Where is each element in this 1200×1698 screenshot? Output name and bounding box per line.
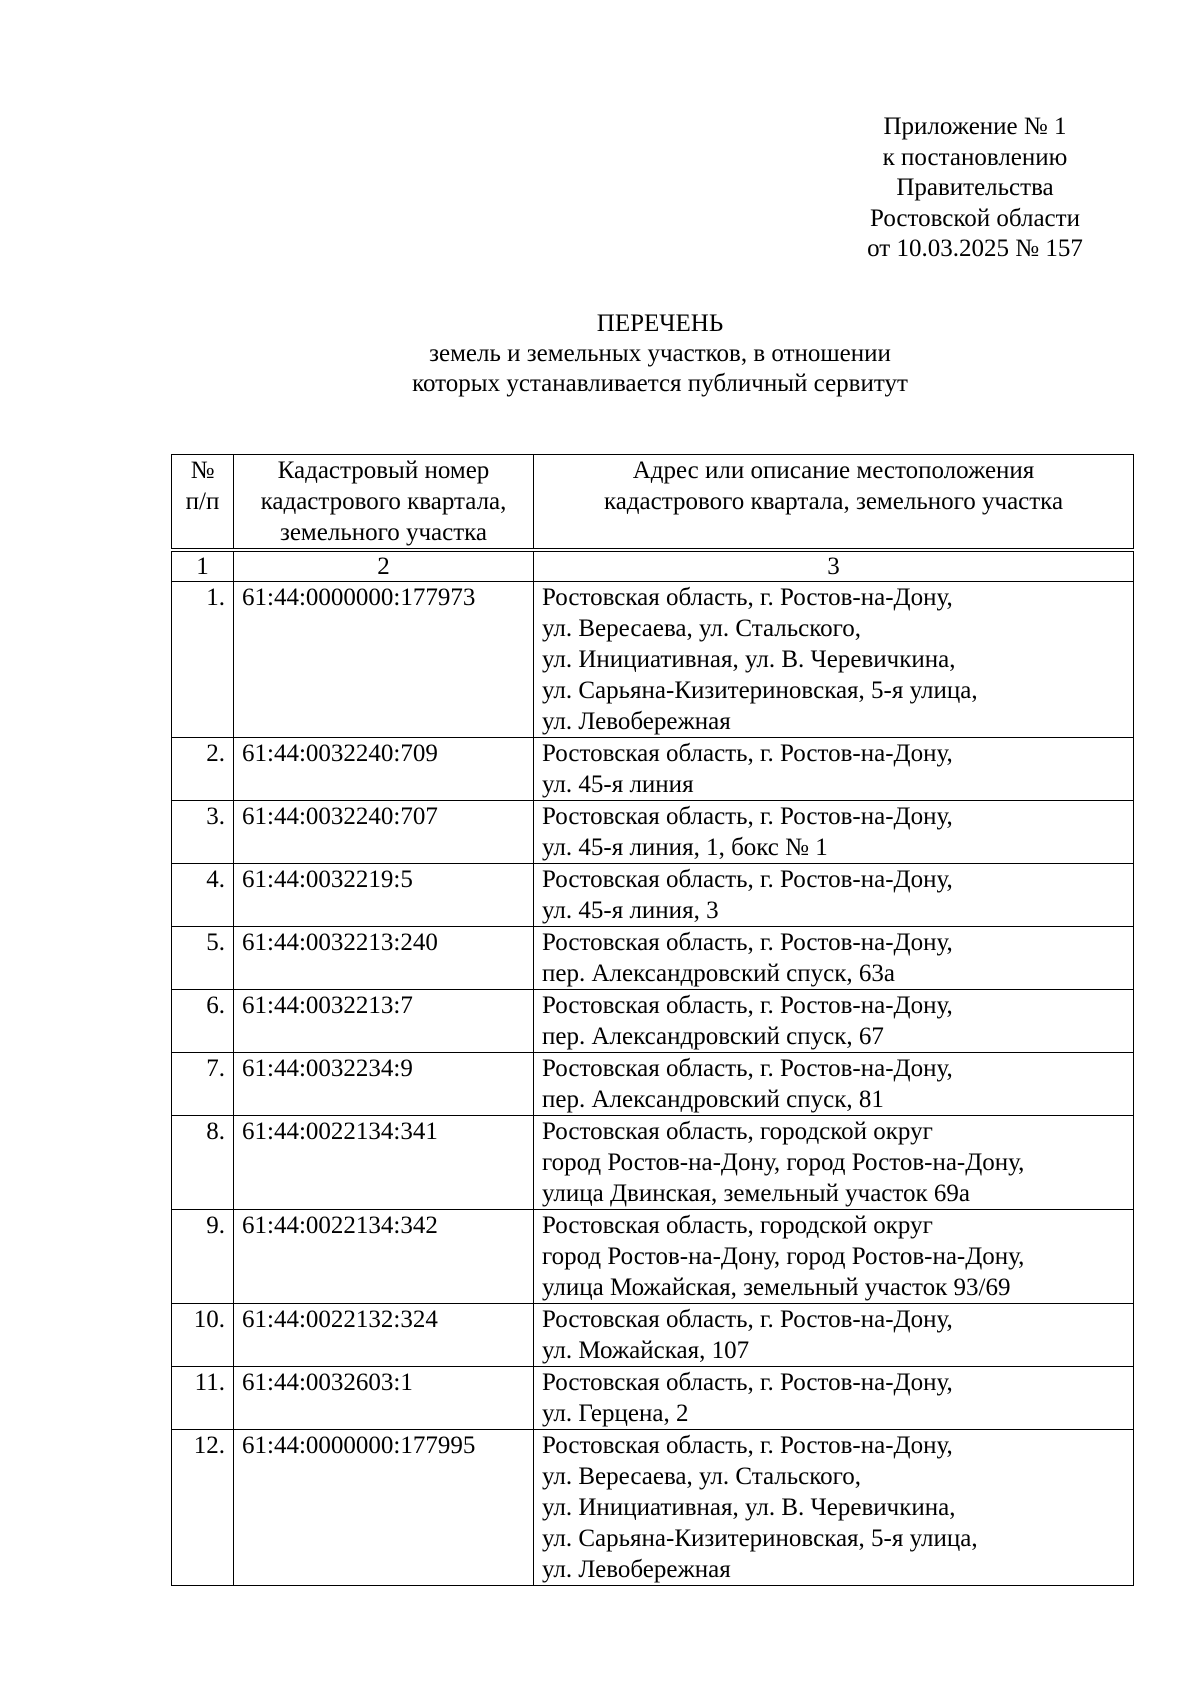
header-cadastral-number	[234, 455, 534, 551]
cadastral-number: 61:44:0032213:7	[234, 990, 534, 1053]
header-text: Кадастровый номер	[277, 457, 490, 484]
address-line: пер. Александровский спуск, 63а	[542, 960, 895, 987]
table-row	[172, 1430, 1134, 1586]
cadastral-number: 61:44:0032603:1	[234, 1367, 534, 1430]
row-number: 5.	[172, 927, 234, 990]
cadastral-number: 61:44:0022134:341	[234, 1116, 534, 1210]
header-text: кадастрового квартала, земельного участка	[603, 488, 1064, 515]
header-text: №	[190, 457, 215, 484]
cadastral-number: 61:44:0022134:342	[234, 1210, 534, 1304]
address-cell	[534, 1430, 1134, 1586]
address-cell	[534, 1116, 1134, 1210]
address-line: Ростовская область, городской округ	[542, 1212, 933, 1239]
address-line: Ростовская область, г. Ростов-на-Дону,	[542, 584, 953, 611]
column-number: 3	[534, 550, 1134, 582]
address-line: ул. Вересаева, ул. Стальского,	[542, 615, 862, 642]
appendix-line: Ростовской области	[870, 204, 1080, 232]
address-line: ул. 45-я линия, 1, бокс № 1	[542, 834, 828, 861]
table-row	[172, 582, 1134, 738]
address-line: улица Можайская, земельный участок 93/69	[542, 1274, 1011, 1301]
column-numbers-row	[172, 550, 1134, 582]
cadastral-number: 61:44:0000000:177995	[234, 1430, 534, 1586]
row-number: 6.	[172, 990, 234, 1053]
table-row	[172, 1116, 1134, 1210]
address-line: ул. Сарьяна-Кизитериновская, 5-я улица,	[542, 1525, 978, 1552]
address-line: ул. 45-я линия, 3	[542, 897, 719, 924]
column-number: 2	[234, 550, 534, 582]
appendix-line: от 10.03.2025 № 157	[867, 235, 1083, 262]
table-row	[172, 801, 1134, 864]
address-cell	[534, 1053, 1134, 1116]
cadastral-number: 61:44:0022132:324	[234, 1304, 534, 1367]
row-number: 7.	[172, 1053, 234, 1116]
address-line: Ростовская область, г. Ростов-на-Дону,	[542, 929, 953, 956]
address-line: Ростовская область, г. Ростов-на-Дону,	[542, 1055, 953, 1082]
cadastral-number: 61:44:0032213:240	[234, 927, 534, 990]
appendix-line: Приложение № 1	[883, 113, 1067, 140]
cadastral-number: 61:44:0032240:709	[234, 738, 534, 801]
table-row	[172, 927, 1134, 990]
address-line: ул. Можайская, 107	[542, 1337, 750, 1364]
header-text: Адрес или описание местоположения	[632, 457, 1035, 484]
table-row	[172, 1304, 1134, 1367]
address-line: ул. Левобережная	[542, 1556, 731, 1583]
table-row	[172, 864, 1134, 927]
table-row	[172, 1367, 1134, 1430]
table-row	[172, 1053, 1134, 1116]
address-line: пер. Александровский спуск, 67	[542, 1023, 884, 1050]
document-title: ПЕРЕЧЕНЬ	[596, 310, 724, 337]
address-cell	[534, 864, 1134, 927]
address-cell	[534, 927, 1134, 990]
address-line: Ростовская область, городской округ	[542, 1118, 933, 1145]
header-number	[172, 455, 234, 551]
cadastral-number: 61:44:0032240:707	[234, 801, 534, 864]
header-text: п/п	[185, 488, 220, 515]
table-header-row	[172, 455, 1134, 551]
address-line: Ростовская область, г. Ростов-на-Дону,	[542, 803, 953, 830]
address-line: Ростовская область, г. Ростов-на-Дону,	[542, 1306, 953, 1333]
address-line: ул. Инициативная, ул. В. Черевичкина,	[542, 646, 956, 673]
address-line: ул. Инициативная, ул. В. Черевичкина,	[542, 1494, 956, 1521]
address-line: Ростовская область, г. Ростов-на-Дону,	[542, 740, 953, 767]
address-line: ул. Сарьяна-Кизитериновская, 5-я улица,	[542, 677, 978, 704]
address-cell	[534, 1210, 1134, 1304]
cadastral-number: 61:44:0032219:5	[234, 864, 534, 927]
address-cell	[534, 1304, 1134, 1367]
header-text: земельного участка	[279, 519, 488, 546]
address-cell	[534, 738, 1134, 801]
address-cell	[534, 582, 1134, 738]
document-subtitle-line: которых устанавливается публичный сервитут	[412, 370, 908, 397]
row-number: 3.	[172, 801, 234, 864]
address-line: ул. 45-я линия	[542, 771, 694, 798]
column-number: 1	[172, 550, 234, 582]
header-address	[534, 455, 1134, 551]
address-line: город Ростов-на-Дону, город Ростов-на-Дону,	[542, 1243, 1025, 1270]
address-line: ул. Левобережная	[542, 708, 731, 735]
address-line: город Ростов-на-Дону, город Ростов-на-Дону,	[542, 1149, 1025, 1176]
row-number: 9.	[172, 1210, 234, 1304]
table-row	[172, 738, 1134, 801]
row-number: 12.	[172, 1430, 234, 1586]
address-line: Ростовская область, г. Ростов-на-Дону,	[542, 866, 953, 893]
address-line: ул. Вересаева, ул. Стальского,	[542, 1463, 862, 1490]
table-body	[172, 582, 1134, 1586]
row-number: 11.	[172, 1367, 234, 1430]
appendix-line: к постановлению	[882, 143, 1068, 171]
row-number: 10.	[172, 1304, 234, 1367]
address-line: Ростовская область, г. Ростов-на-Дону,	[542, 992, 953, 1019]
land-plots-table	[171, 454, 1134, 1586]
table-row	[172, 990, 1134, 1053]
document-heading	[300, 309, 1020, 399]
appendix-reference	[845, 112, 1105, 265]
cadastral-number: 61:44:0032234:9	[234, 1053, 534, 1116]
address-line: улица Двинская, земельный участок 69а	[542, 1180, 970, 1207]
address-cell	[534, 990, 1134, 1053]
row-number: 4.	[172, 864, 234, 927]
address-line: ул. Герцена, 2	[542, 1400, 689, 1427]
address-line: Ростовская область, г. Ростов-на-Дону,	[542, 1369, 953, 1396]
document-subtitle-line: земель и земельных участков, в отношении	[429, 340, 891, 367]
row-number: 2.	[172, 738, 234, 801]
address-cell	[534, 801, 1134, 864]
row-number: 1.	[172, 582, 234, 738]
header-text: кадастрового квартала,	[260, 488, 507, 515]
table-row	[172, 1210, 1134, 1304]
row-number: 8.	[172, 1116, 234, 1210]
address-line: пер. Александровский спуск, 81	[542, 1086, 884, 1113]
address-cell	[534, 1367, 1134, 1430]
address-line: Ростовская область, г. Ростов-на-Дону,	[542, 1432, 953, 1459]
appendix-line: Правительства	[896, 174, 1054, 201]
cadastral-number: 61:44:0000000:177973	[234, 582, 534, 738]
